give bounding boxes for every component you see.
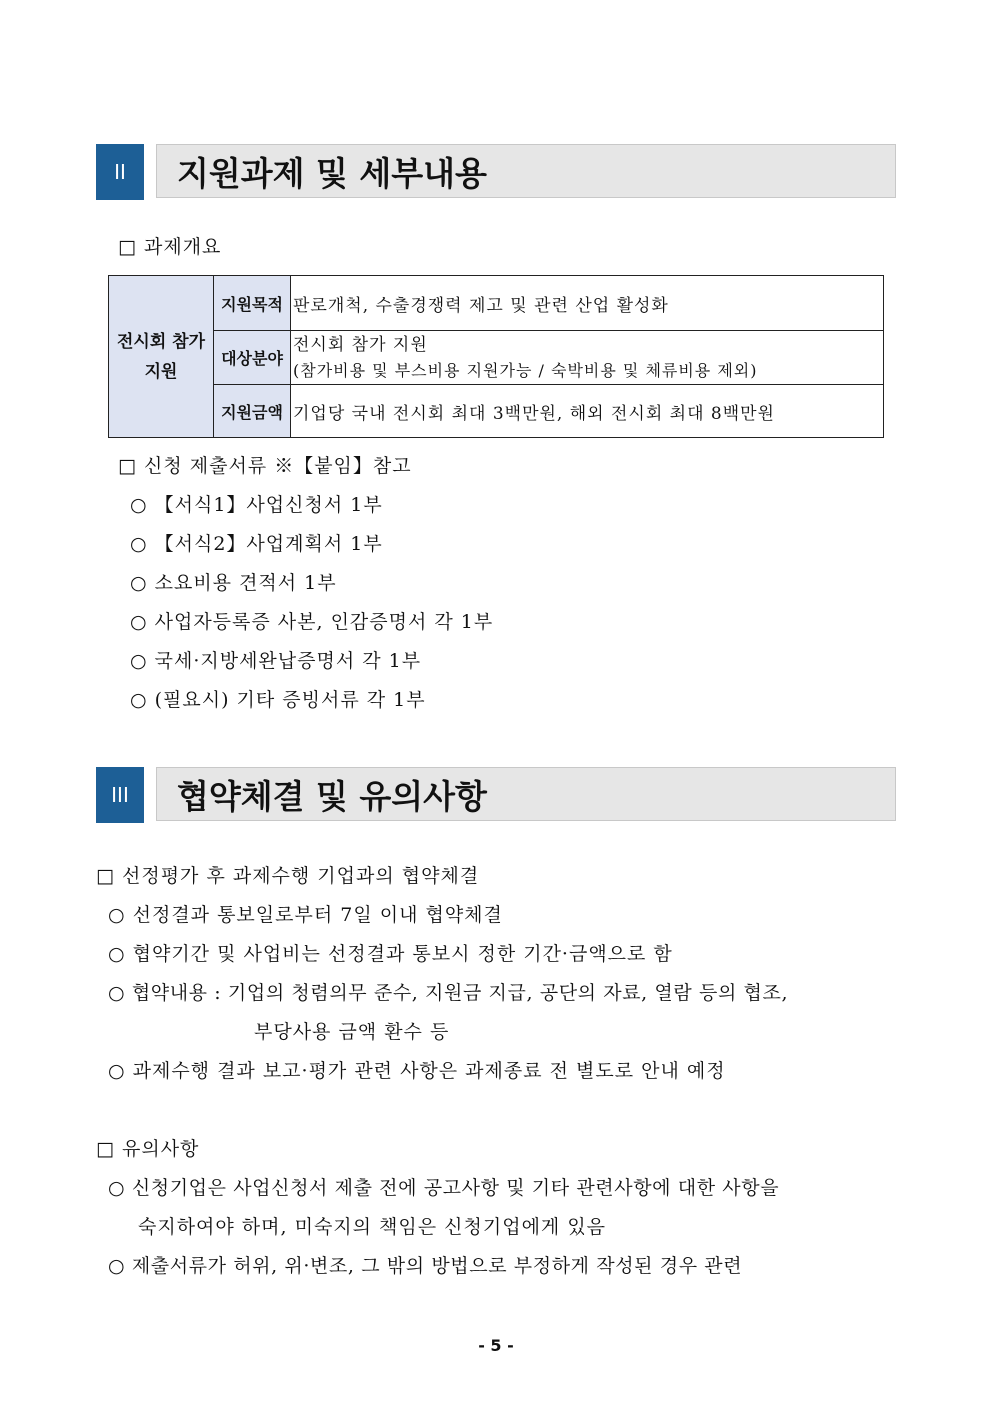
agreement-item: ○ 선정결과 통보일로부터 7일 이내 협약체결 xyxy=(108,904,503,926)
table-value-target-line2: (참가비용 및 부스비용 지원가능 / 숙박비용 및 체류비용 제외) xyxy=(293,360,758,380)
section-2-title: 지원과제 및 세부내용 xyxy=(156,144,896,198)
section-2-number: II xyxy=(96,144,144,200)
notice-item-continued: 숙지하여야 하며, 미숙지의 책임은 신청기업에게 있음 xyxy=(138,1216,607,1238)
docs-item: ○ 【서식1】사업신청서 1부 xyxy=(130,494,383,516)
table-value-target-line1: 전시회 참가 지원 xyxy=(293,334,428,355)
notice-heading: □ 유의사항 xyxy=(96,1138,200,1160)
table-value-purpose: 판로개척, 수출경쟁력 제고 및 관련 산업 활성화 xyxy=(291,276,884,331)
table-label-target: 대상분야 xyxy=(214,331,291,385)
section-3-header xyxy=(96,767,896,823)
agreement-item: ○ 협약내용 : 기업의 청렴의무 준수, 지원금 지급, 공단의 자료, 열람 등의 협조, xyxy=(108,982,789,1004)
table-value-amount: 기업당 국내 전시회 최대 3백만원, 해외 전시회 최대 8백만원 xyxy=(291,385,884,438)
table-category: 전시회 참가 지원 xyxy=(109,276,214,438)
docs-item: ○ (필요시) 기타 증빙서류 각 1부 xyxy=(130,689,426,711)
agreement-heading: □ 선정평가 후 과제수행 기업과의 협약체결 xyxy=(96,865,480,887)
notice-item: ○ 제출서류가 허위, 위·변조, 그 밖의 방법으로 부정하게 작성된 경우 관련 xyxy=(108,1255,743,1277)
agreement-item: ○ 과제수행 결과 보고·평가 관련 사항은 과제종료 전 별도로 안내 예정 xyxy=(108,1060,726,1082)
docs-item: ○ 【서식2】사업계획서 1부 xyxy=(130,533,383,555)
section-3-number: III xyxy=(96,767,144,823)
page-number: - 5 - xyxy=(478,1336,514,1355)
table-label-purpose: 지원목적 xyxy=(214,276,291,331)
table-label-amount: 지원금액 xyxy=(214,385,291,438)
overview-table xyxy=(108,275,884,438)
notice-item: ○ 신청기업은 사업신청서 제출 전에 공고사항 및 기타 관련사항에 대한 사항을 xyxy=(108,1177,780,1199)
table-value-target xyxy=(291,331,884,385)
section-2-header xyxy=(96,144,896,200)
docs-heading: □ 신청 제출서류 ※【붙임】참고 xyxy=(118,455,412,477)
docs-item: ○ 국세·지방세완납증명서 각 1부 xyxy=(130,650,422,672)
section-3-title: 협약체결 및 유의사항 xyxy=(156,767,896,821)
docs-item: ○ 사업자등록증 사본, 인감증명서 각 1부 xyxy=(130,611,494,633)
agreement-item-continued: 부당사용 금액 환수 등 xyxy=(254,1021,450,1043)
docs-item: ○ 소요비용 견적서 1부 xyxy=(130,572,337,594)
overview-heading: □ 과제개요 xyxy=(118,236,222,258)
agreement-item: ○ 협약기간 및 사업비는 선정결과 통보시 정한 기간·금액으로 함 xyxy=(108,943,673,965)
